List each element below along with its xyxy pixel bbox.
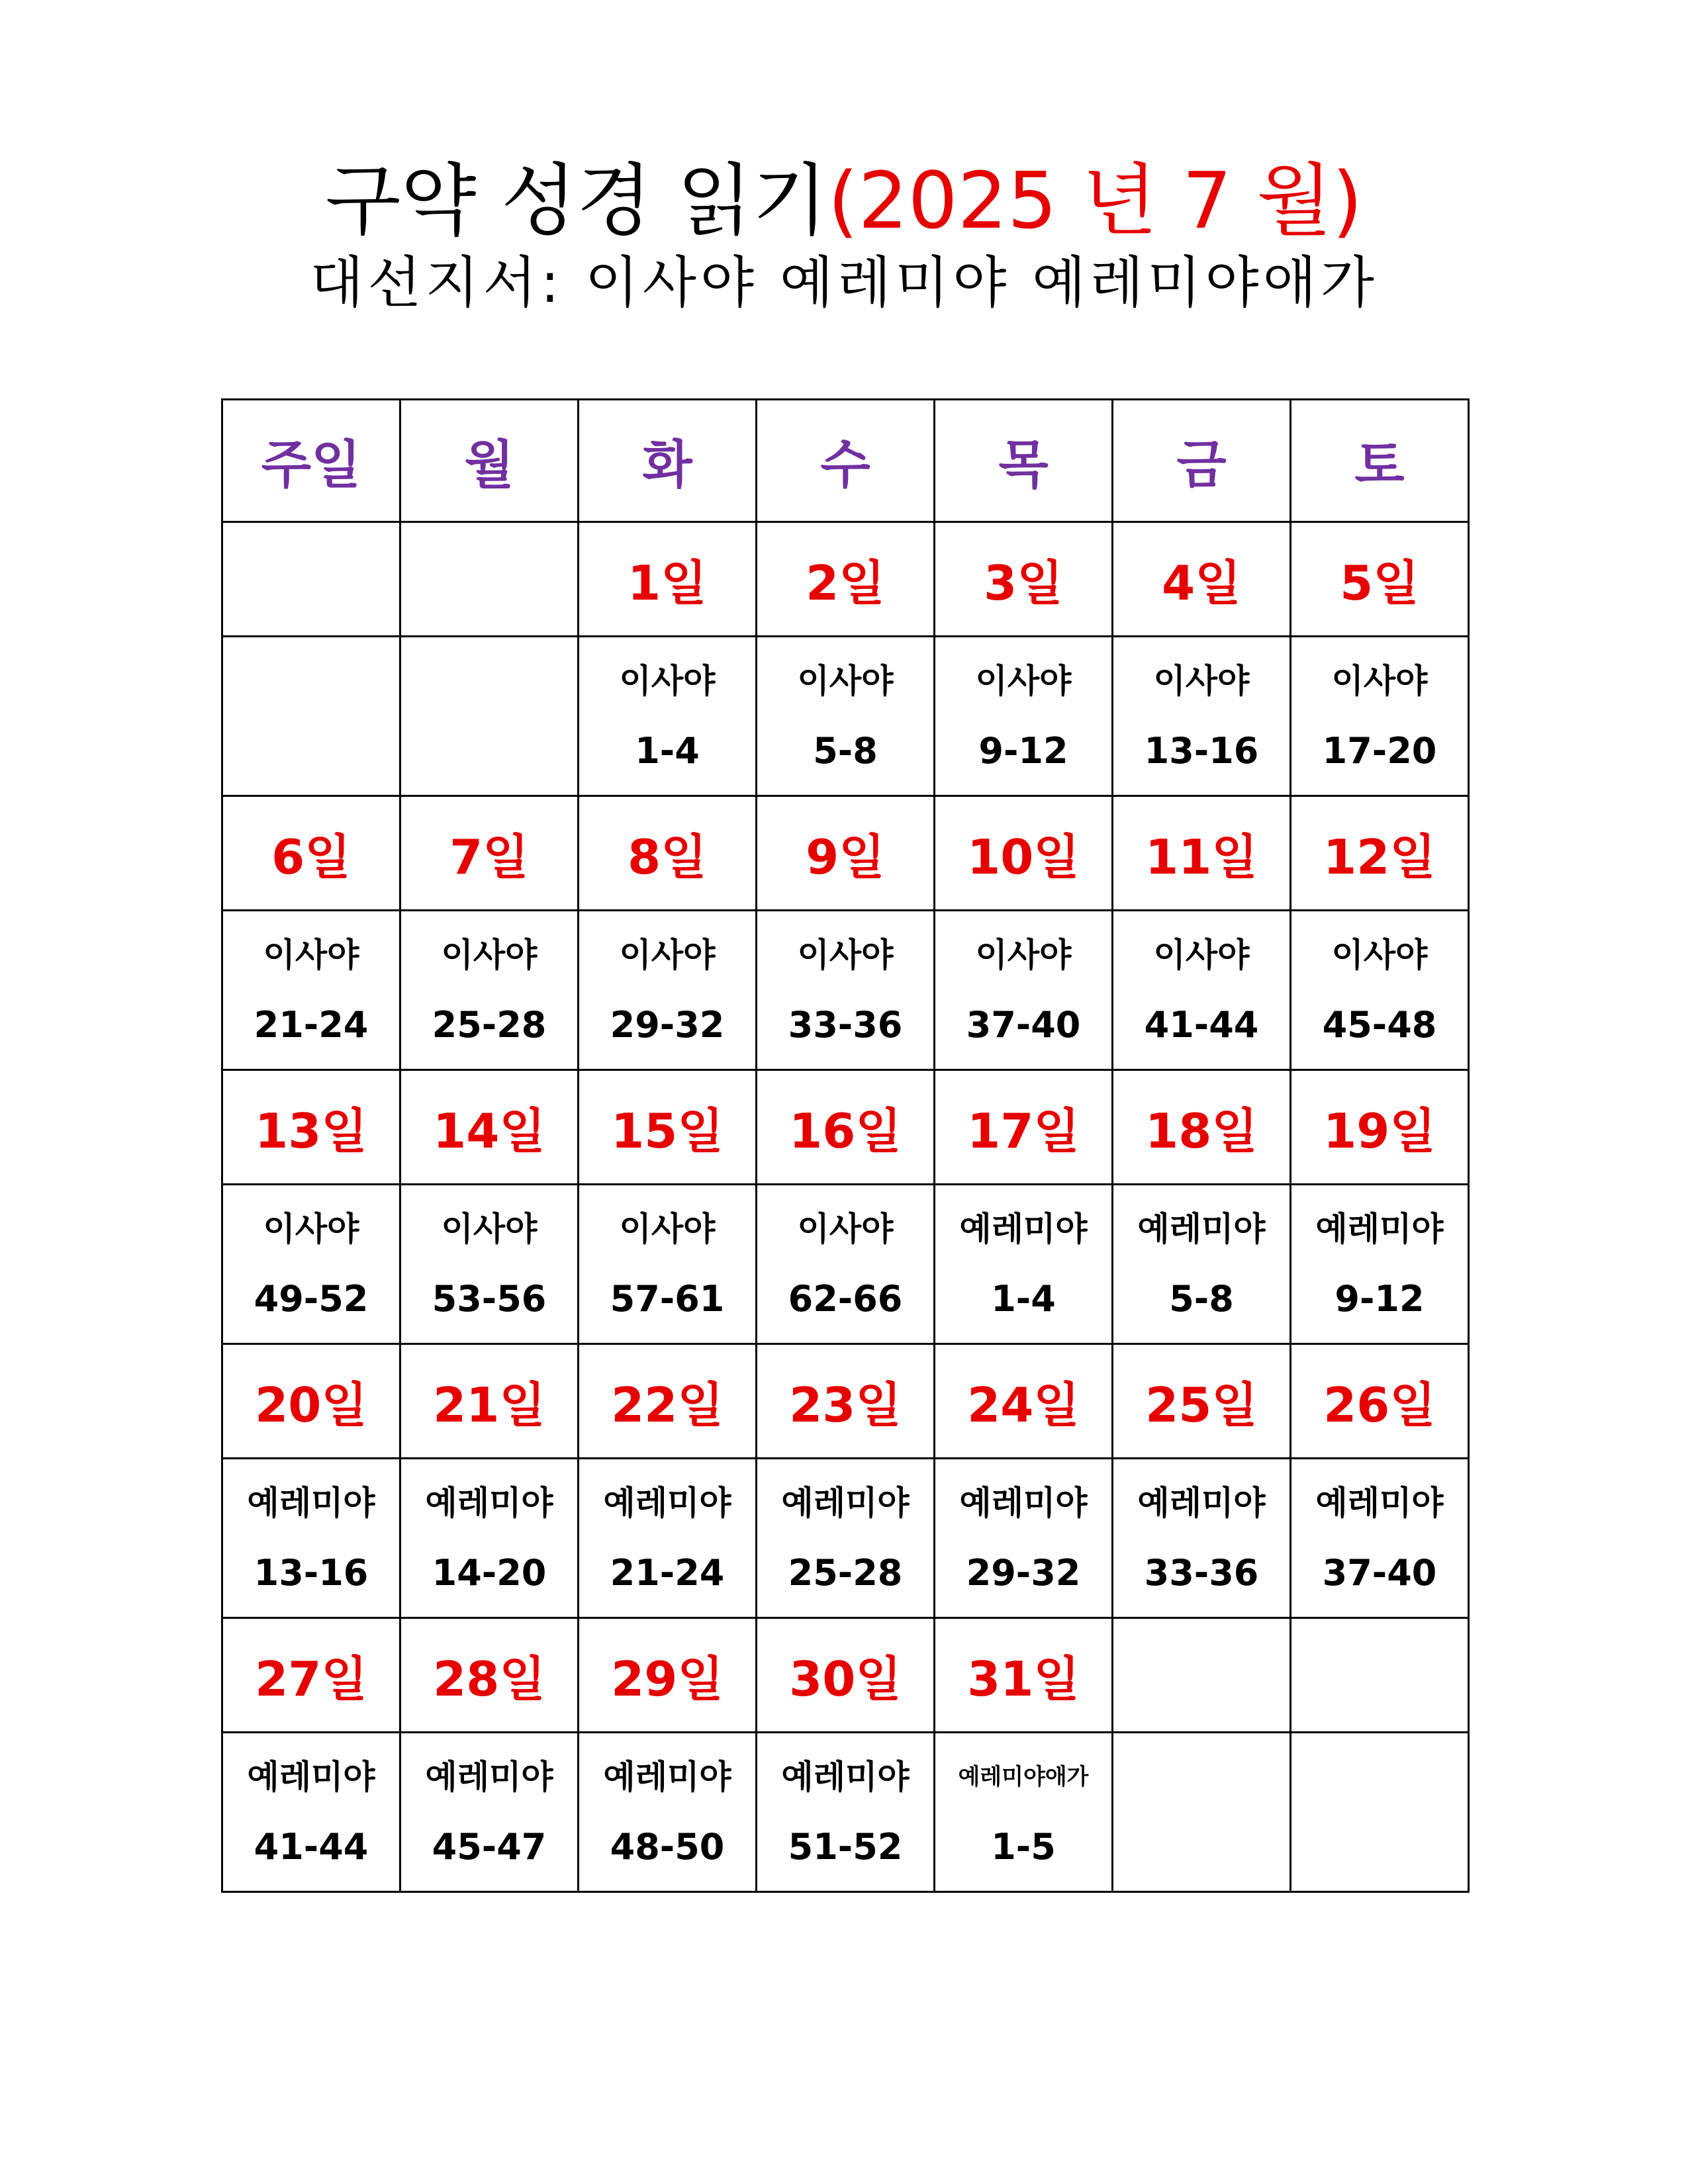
day-date-cell: 19일 (1291, 1070, 1469, 1185)
day-date-cell (400, 522, 579, 637)
day-date-cell: 4일 (1113, 522, 1291, 637)
date-row (222, 1070, 1469, 1185)
reading-chapters: 62-66 (788, 1278, 903, 1320)
day-reading-cell (222, 1459, 400, 1618)
day-reading-cell (757, 637, 935, 796)
reading-chapters: 41-44 (1144, 1004, 1259, 1046)
day-reading-cell (1113, 1459, 1291, 1618)
reading-book: 예레미야 (247, 1758, 375, 1796)
reading-book: 예레미야 (247, 1484, 375, 1522)
date-row (222, 1618, 1469, 1733)
reading-chapters: 5-8 (1169, 1278, 1234, 1320)
day-reading-cell (1291, 1459, 1469, 1618)
day-date-cell: 10일 (935, 796, 1113, 911)
date-row (222, 1344, 1469, 1459)
day-date-cell: 25일 (1113, 1344, 1291, 1459)
day-date-cell: 13일 (222, 1070, 400, 1185)
reading-chapters: 49-52 (254, 1278, 369, 1320)
reading-book: 예레미야 (425, 1484, 553, 1522)
day-date-cell: 5일 (1291, 522, 1469, 637)
weekday-header-row (222, 400, 1469, 522)
reading-book: 이사야 (797, 1210, 894, 1248)
date-row (222, 796, 1469, 911)
reading-chapters: 13-16 (1144, 730, 1259, 772)
day-reading-cell (757, 1459, 935, 1618)
day-date-cell: 3일 (935, 522, 1113, 637)
day-date-cell: 2일 (757, 522, 935, 637)
reading-book: 예레미야 (1137, 1210, 1266, 1248)
reading-book: 예레미야 (425, 1758, 553, 1796)
day-date-cell: 30일 (757, 1618, 935, 1733)
day-reading-cell (1291, 637, 1469, 796)
reading-book: 예레미야애가 (958, 1764, 1089, 1790)
reading-chapters: 25-28 (788, 1552, 903, 1594)
calendar-weeks (222, 522, 1469, 1892)
day-date-cell: 28일 (400, 1618, 579, 1733)
reading-chapters: 37-40 (966, 1004, 1081, 1046)
day-date-cell: 20일 (222, 1344, 400, 1459)
reading-row (222, 1185, 1469, 1344)
day-reading-cell (400, 1185, 579, 1344)
day-date-cell: 27일 (222, 1618, 400, 1733)
reading-chapters: 14-20 (432, 1552, 547, 1594)
day-date-cell (1113, 1618, 1291, 1733)
day-date-cell: 16일 (757, 1070, 935, 1185)
day-date-cell: 12일 (1291, 796, 1469, 911)
reading-chapters: 33-36 (788, 1004, 903, 1046)
day-reading-cell (1291, 1185, 1469, 1344)
reading-book: 이사야 (441, 1210, 538, 1248)
reading-book: 이사야 (1153, 936, 1250, 974)
reading-book: 예레미야 (959, 1484, 1088, 1522)
reading-book: 이사야 (441, 936, 538, 974)
reading-chapters: 25-28 (432, 1004, 547, 1046)
day-date-cell: 11일 (1113, 796, 1291, 911)
reading-chapters: 41-44 (254, 1826, 369, 1868)
title-month: (2025 년 7 월) (827, 155, 1363, 246)
day-reading-cell (935, 1733, 1113, 1892)
day-reading-cell (757, 911, 935, 1070)
reading-chapters: 21-24 (254, 1004, 369, 1046)
reading-book: 예레미야 (1315, 1210, 1444, 1248)
day-reading-cell (400, 1459, 579, 1618)
reading-chapters: 29-32 (610, 1004, 725, 1046)
weekday-header: 월 (400, 400, 579, 522)
day-reading-cell (1113, 1733, 1291, 1892)
reading-chapters: 37-40 (1322, 1552, 1437, 1594)
day-reading-cell (579, 1185, 757, 1344)
reading-book: 예레미야 (1315, 1484, 1444, 1522)
day-reading-cell (400, 911, 579, 1070)
reading-chapters: 1-4 (635, 730, 700, 772)
day-date-cell: 15일 (579, 1070, 757, 1185)
reading-chapters: 48-50 (610, 1826, 725, 1868)
day-date-cell (1291, 1618, 1469, 1733)
title-main: 구약 성경 읽기 (325, 155, 828, 246)
reading-row (222, 911, 1469, 1070)
day-reading-cell (579, 1733, 757, 1892)
day-reading-cell (935, 911, 1113, 1070)
weekday-header: 주일 (222, 400, 400, 522)
day-date-cell: 31일 (935, 1618, 1113, 1733)
day-reading-cell (1113, 1185, 1291, 1344)
reading-chapters: 51-52 (788, 1826, 903, 1868)
day-reading-cell (1113, 911, 1291, 1070)
reading-chapters: 45-47 (432, 1826, 547, 1868)
day-reading-cell (579, 1459, 757, 1618)
day-reading-cell (935, 1185, 1113, 1344)
reading-chapters: 53-56 (432, 1278, 547, 1320)
day-date-cell: 26일 (1291, 1344, 1469, 1459)
reading-book: 이사야 (975, 936, 1072, 974)
reading-chapters: 1-4 (991, 1278, 1056, 1320)
day-reading-cell (935, 637, 1113, 796)
day-date-cell: 24일 (935, 1344, 1113, 1459)
reading-book: 이사야 (619, 936, 716, 974)
weekday-header: 수 (757, 400, 935, 522)
day-date-cell: 17일 (935, 1070, 1113, 1185)
reading-chapters: 29-32 (966, 1552, 1081, 1594)
reading-row (222, 1459, 1469, 1618)
reading-chapters: 57-61 (610, 1278, 725, 1320)
day-date-cell: 23일 (757, 1344, 935, 1459)
reading-book: 이사야 (619, 662, 716, 700)
reading-calendar (221, 398, 1470, 1893)
day-date-cell: 9일 (757, 796, 935, 911)
day-date-cell: 14일 (400, 1070, 579, 1185)
day-date-cell (222, 522, 400, 637)
page-subtitle: 대선지서: 이사야 예레미야 예레미야애가 (310, 250, 1378, 315)
day-reading-cell (222, 637, 400, 796)
reading-chapters: 33-36 (1144, 1552, 1259, 1594)
day-reading-cell (222, 1733, 400, 1892)
reading-book: 예레미야 (1137, 1484, 1266, 1522)
reading-book: 이사야 (1153, 662, 1250, 700)
day-reading-cell (222, 1185, 400, 1344)
reading-row (222, 637, 1469, 796)
day-date-cell: 7일 (400, 796, 579, 911)
day-reading-cell (757, 1185, 935, 1344)
reading-book: 예레미야 (603, 1758, 731, 1796)
weekday-header: 목 (935, 400, 1113, 522)
day-reading-cell (222, 911, 400, 1070)
reading-book: 이사야 (797, 936, 894, 974)
reading-book: 이사야 (263, 1210, 359, 1248)
day-reading-cell (1291, 1733, 1469, 1892)
day-reading-cell (400, 637, 579, 796)
reading-row (222, 1733, 1469, 1892)
day-reading-cell (579, 637, 757, 796)
day-reading-cell (1291, 911, 1469, 1070)
reading-chapters: 9-12 (1335, 1278, 1425, 1320)
reading-book: 예레미야 (959, 1210, 1088, 1248)
day-date-cell: 22일 (579, 1344, 757, 1459)
reading-book: 이사야 (1331, 936, 1428, 974)
reading-chapters: 17-20 (1322, 730, 1437, 772)
day-date-cell: 6일 (222, 796, 400, 911)
reading-book: 이사야 (619, 1210, 716, 1248)
day-reading-cell (1113, 637, 1291, 796)
reading-chapters: 45-48 (1322, 1004, 1437, 1046)
day-date-cell: 29일 (579, 1618, 757, 1733)
date-row (222, 522, 1469, 637)
reading-chapters: 9-12 (978, 730, 1068, 772)
reading-book: 이사야 (797, 662, 894, 700)
day-date-cell: 18일 (1113, 1070, 1291, 1185)
day-reading-cell (400, 1733, 579, 1892)
day-date-cell: 8일 (579, 796, 757, 911)
day-reading-cell (935, 1459, 1113, 1618)
reading-chapters: 1-5 (991, 1826, 1056, 1868)
reading-chapters: 13-16 (254, 1552, 369, 1594)
reading-chapters: 21-24 (610, 1552, 725, 1594)
reading-book: 이사야 (263, 936, 359, 974)
reading-book: 이사야 (1331, 662, 1428, 700)
reading-chapters: 5-8 (813, 730, 878, 772)
reading-book: 예레미야 (781, 1758, 910, 1796)
reading-book: 예레미야 (603, 1484, 731, 1522)
day-date-cell: 21일 (400, 1344, 579, 1459)
page-title (0, 151, 1688, 250)
weekday-header: 토 (1291, 400, 1469, 522)
day-date-cell: 1일 (579, 522, 757, 637)
weekday-header: 금 (1113, 400, 1291, 522)
reading-book: 이사야 (975, 662, 1072, 700)
day-reading-cell (579, 911, 757, 1070)
weekday-header: 화 (579, 400, 757, 522)
day-reading-cell (757, 1733, 935, 1892)
reading-book: 예레미야 (781, 1484, 910, 1522)
